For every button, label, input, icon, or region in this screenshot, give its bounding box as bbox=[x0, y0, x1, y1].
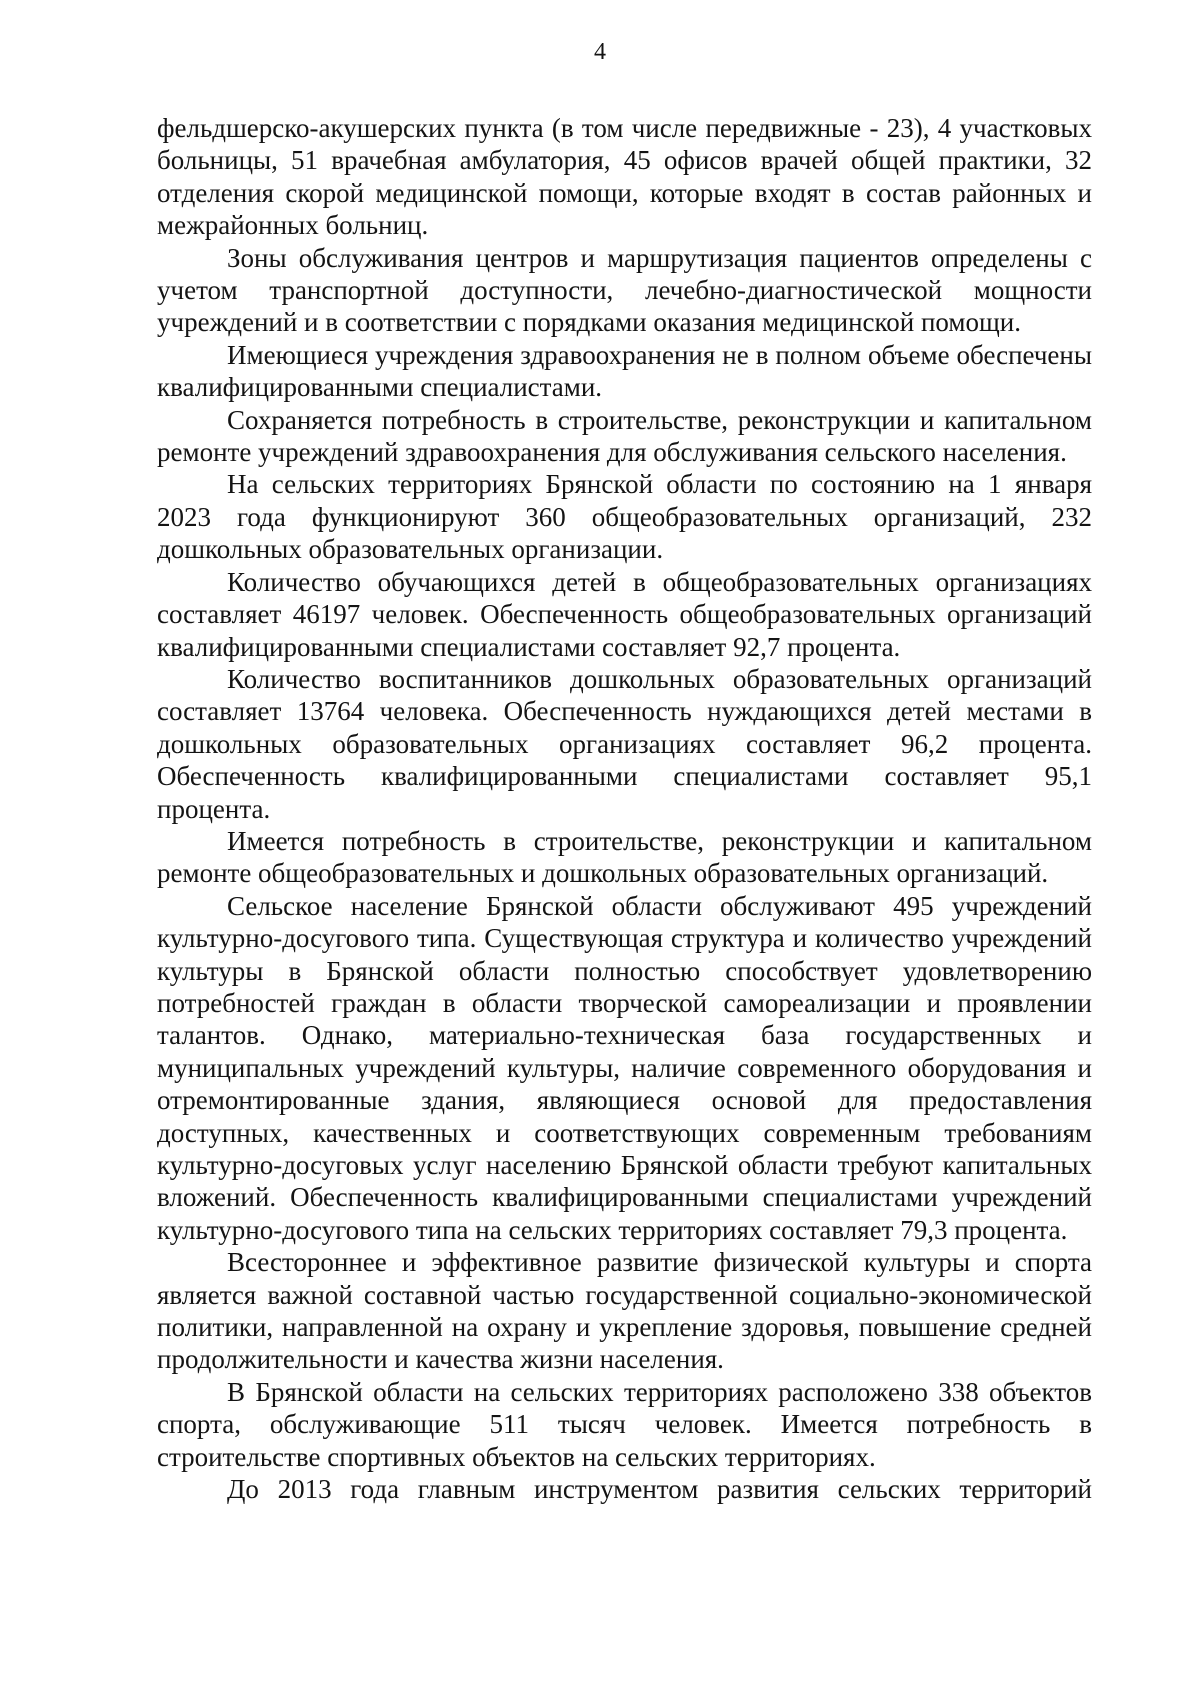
document-body bbox=[157, 112, 1092, 1505]
paragraph-physical-culture: Всестороннее и эффективное развитие физической культуры и спорта является важной составной частью государственной социально-экономической политики, направленной на охрану и укрепление здоровья, повышение средней продолжительности и качества жизни населения. bbox=[157, 1247, 1092, 1375]
paragraph-education-construction: Имеется потребность в строительстве, реконструкции и капитальном ремонте общеобразовательных и дошкольных образовательных организаций. bbox=[157, 825, 1092, 889]
paragraph-preschool-pupils: Количество воспитанников дошкольных образовательных организаций составляет 13764 человека. Обеспеченность нуждающихся детей местами в дошкольных образовательных организациях составляет 96,2 процента. Обеспеченность квалифицированными специалистами составляет 95,1 процента. bbox=[157, 663, 1092, 824]
page-number: 4 bbox=[594, 39, 606, 65]
paragraph-sports-facilities: В Брянской области на сельских территориях расположено 338 объектов спорта, обслуживающие 511 тысяч человек. Имеется потребность в строительстве спортивных объектов на сельских территориях. bbox=[157, 1376, 1092, 1472]
paragraph-healthcare-construction: Сохраняется потребность в строительстве, реконструкции и капитальном ремонте учреждений здравоохранения для обслуживания сельского населения. bbox=[157, 404, 1092, 468]
paragraph-culture-institutions: Сельское население Брянской области обслуживают 495 учреждений культурно-досугового типа. Существующая структура и количество учреждений культуры в Брянской области полностью способствует удовлетворению потребностей граждан в области творческой самореализации и проявлении талантов. Однако, материально-техническая база государственных и муниципальных учреждений культуры, наличие современного оборудования и отремонтированные здания, являющиеся основой для предоставления доступных, качественных и соответствующих современным требованиям культурно-досуговых услуг населению Брянской области требуют капитальных вложений. Обеспеченность квалифицированными специалистами учреждений культурно-досугового типа на сельских территориях составляет 79,3 процента. bbox=[157, 890, 1092, 1245]
paragraph-service-zones: Зоны обслуживания центров и маршрутизация пациентов определены с учетом транспортной доступности, лечебно-диагностической мощности учреждений и в соответствии с порядками оказания медицинской помощи. bbox=[157, 242, 1092, 338]
paragraph-rural-development-history: До 2013 года главным инструментом развития сельских территорий bbox=[227, 1474, 1092, 1505]
paragraph-healthcare-staffing: Имеющиеся учреждения здравоохранения не в полном объеме обеспечены квалифицированными специалистами. bbox=[157, 339, 1092, 403]
paragraph-general-education-students: Количество обучающихся детей в общеобразовательных организациях составляет 46197 человек. Обеспеченность общеобразовательных организаций квалифицированными специалистами составляет 92,7 процента. bbox=[157, 566, 1092, 662]
paragraph-education-organizations: На сельских территориях Брянской области по состоянию на 1 января 2023 года функционируют 360 общеобразовательных организаций, 232 дошкольных образовательных организации. bbox=[157, 469, 1092, 565]
paragraph-medical-facilities: фельдшерско-акушерских пункта (в том числе передвижные - 23), 4 участковых больницы, 51 врачебная амбулатория, 45 офисов врачей общей практики, 32 отделения скорой медицинской помощи, которые входят в состав районных и межрайонных больниц. bbox=[157, 113, 1092, 241]
